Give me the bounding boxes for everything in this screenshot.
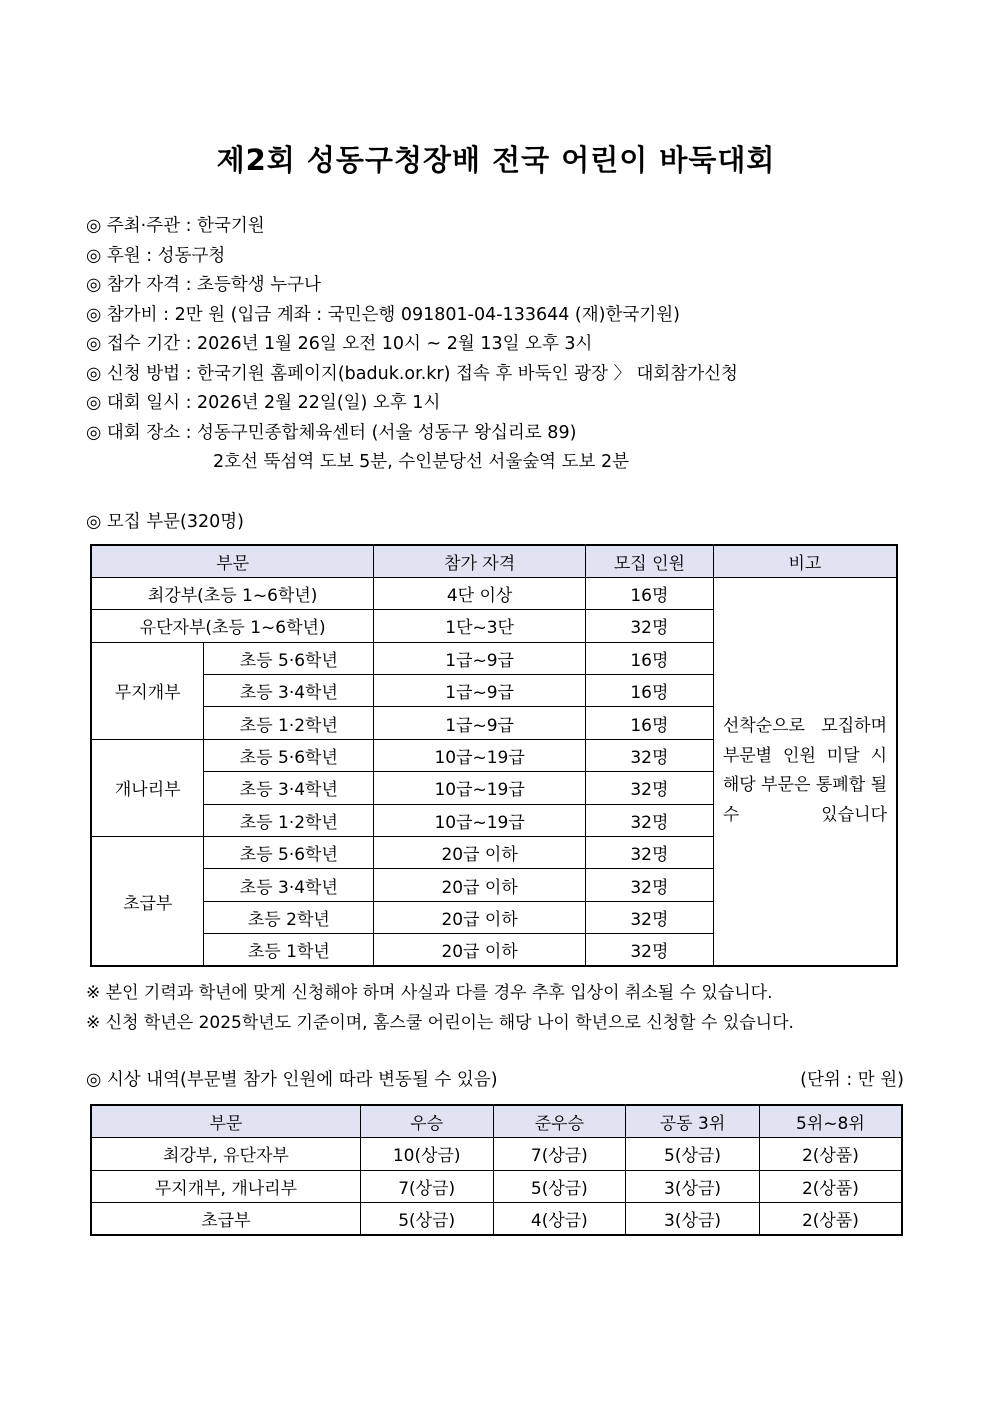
prize-cell: 5(상금) — [626, 1138, 760, 1171]
count-cell: 32명 — [585, 739, 713, 771]
division-cell: 무지개부, 개나리부 — [91, 1170, 360, 1203]
prize-cell: 3(상금) — [626, 1170, 760, 1203]
qualification-cell: 1급~9급 — [374, 675, 586, 707]
count-cell: 32명 — [585, 934, 713, 966]
qualification-cell: 1급~9급 — [374, 642, 586, 674]
group-name-cell: 무지개부 — [91, 642, 204, 739]
grade-cell: 초등 1·2학년 — [204, 707, 374, 739]
info-registration-period: ◎ 접수 기간 : 2026년 1월 26일 오전 10시 ~ 2월 13일 오후 3시 — [86, 334, 593, 354]
table-row — [91, 1170, 902, 1203]
group-name-cell: 개나리부 — [91, 739, 204, 836]
prizes-heading: ◎ 시상 내역(부문별 참가 인원에 따라 변동될 수 있음) — [86, 1070, 498, 1090]
qualification-cell: 1단~3단 — [374, 610, 586, 642]
grade-cell: 초등 1·2학년 — [204, 804, 374, 836]
qualification-cell: 20급 이하 — [374, 869, 586, 901]
prize-cell: 3(상금) — [626, 1203, 760, 1236]
header-fifth-to-eighth: 5위~8위 — [759, 1105, 902, 1138]
count-cell: 16명 — [585, 675, 713, 707]
table-row — [91, 1203, 902, 1236]
info-venue-directions: 2호선 뚝섬역 도보 5분, 수인분당선 서울숲역 도보 2분 — [213, 452, 630, 472]
grade-cell: 초등 5·6학년 — [204, 642, 374, 674]
prize-cell: 10(상금) — [360, 1138, 493, 1171]
grade-cell: 초등 3·4학년 — [204, 675, 374, 707]
division-cell: 최강부, 유단자부 — [91, 1138, 360, 1171]
header-remarks: 비고 — [713, 545, 897, 577]
info-venue: ◎ 대회 장소 : 성동구민종합체육센터 (서울 성동구 왕십리로 89) — [86, 422, 577, 443]
prizes-unit: (단위 : 만 원) — [800, 1070, 904, 1090]
count-cell: 32명 — [585, 772, 713, 804]
division-cell: 초급부 — [91, 1203, 360, 1236]
info-fee: ◎ 참가비 : 2만 원 (입금 계좌 : 국민은행 091801-04-133644 (재)한국기원) — [86, 304, 680, 325]
qualification-cell: 10급~19급 — [374, 804, 586, 836]
prize-cell: 7(상금) — [493, 1138, 626, 1171]
header-first: 우승 — [360, 1105, 493, 1138]
event-info-list — [86, 212, 738, 478]
table-header-row — [91, 1105, 902, 1138]
page-title: 제2회 성동구청장배 전국 어린이 바둑대회 — [216, 143, 776, 177]
division-cell: 유단자부(초등 1~6학년) — [91, 610, 374, 642]
count-cell: 16명 — [585, 642, 713, 674]
note-item: ※ 신청 학년은 2025학년도 기준이며, 홈스쿨 어린이는 해당 나이 학년으로 신청할 수 있습니다. — [86, 1013, 794, 1033]
prize-cell: 7(상금) — [360, 1170, 493, 1203]
info-event-date: ◎ 대회 일시 : 2026년 2월 22일(일) 오후 1시 — [86, 393, 441, 413]
info-application-method: ◎ 신청 방법 : 한국기원 홈페이지(baduk.or.kr) 접속 후 바둑인 광장 〉 대회참가신청 — [86, 363, 738, 384]
header-qualification: 참가 자격 — [374, 545, 586, 577]
grade-cell: 초등 5·6학년 — [204, 837, 374, 869]
notes-list — [86, 978, 794, 1038]
prize-cell: 5(상금) — [360, 1203, 493, 1236]
header-division: 부문 — [91, 545, 374, 577]
count-cell: 16명 — [585, 707, 713, 739]
header-second: 준우승 — [493, 1105, 626, 1138]
prizes-table — [90, 1104, 903, 1236]
qualification-cell: 10급~19급 — [374, 739, 586, 771]
qualification-cell: 10급~19급 — [374, 772, 586, 804]
header-third: 공동 3위 — [626, 1105, 760, 1138]
grade-cell: 초등 5·6학년 — [204, 739, 374, 771]
header-division: 부문 — [91, 1105, 360, 1138]
info-eligibility: ◎ 참가 자격 : 초등학생 누구나 — [86, 275, 321, 295]
grade-cell: 초등 1학년 — [204, 934, 374, 966]
prize-cell: 2(상품) — [759, 1170, 902, 1203]
prize-cell: 2(상품) — [759, 1203, 902, 1236]
table-row — [91, 577, 897, 609]
qualification-cell: 4단 이상 — [374, 577, 586, 609]
table-header-row — [91, 545, 897, 577]
info-organizer: ◎ 주최·주관 : 한국기원 — [86, 216, 265, 236]
table-row — [91, 1138, 902, 1171]
qualification-cell: 20급 이하 — [374, 901, 586, 933]
qualification-cell: 1급~9급 — [374, 707, 586, 739]
info-sponsor: ◎ 후원 : 성동구청 — [86, 245, 226, 266]
prize-cell: 5(상금) — [493, 1170, 626, 1203]
recruit-table — [90, 544, 898, 967]
count-cell: 32명 — [585, 837, 713, 869]
grade-cell: 초등 3·4학년 — [204, 772, 374, 804]
grade-cell: 초등 2학년 — [204, 901, 374, 933]
header-count: 모집 인원 — [585, 545, 713, 577]
group-name-cell: 초급부 — [91, 837, 204, 967]
count-cell: 32명 — [585, 804, 713, 836]
count-cell: 32명 — [585, 610, 713, 642]
division-cell: 최강부(초등 1~6학년) — [91, 577, 374, 609]
prize-cell: 2(상품) — [759, 1138, 902, 1171]
count-cell: 32명 — [585, 869, 713, 901]
count-cell: 16명 — [585, 577, 713, 609]
qualification-cell: 20급 이하 — [374, 837, 586, 869]
qualification-cell: 20급 이하 — [374, 934, 586, 966]
grade-cell: 초등 3·4학년 — [204, 869, 374, 901]
recruit-heading: ◎ 모집 부문(320명) — [86, 512, 244, 532]
prize-cell: 4(상금) — [493, 1203, 626, 1236]
remarks-note: 선착순으로 모집하며 부문별 인원 미달 시 해당 부문은 통폐합 될 수 있습니다 — [713, 577, 897, 966]
note-item: ※ 본인 기력과 학년에 맞게 신청해야 하며 사실과 다를 경우 추후 입상이 취소될 수 있습니다. — [86, 983, 773, 1003]
count-cell: 32명 — [585, 901, 713, 933]
